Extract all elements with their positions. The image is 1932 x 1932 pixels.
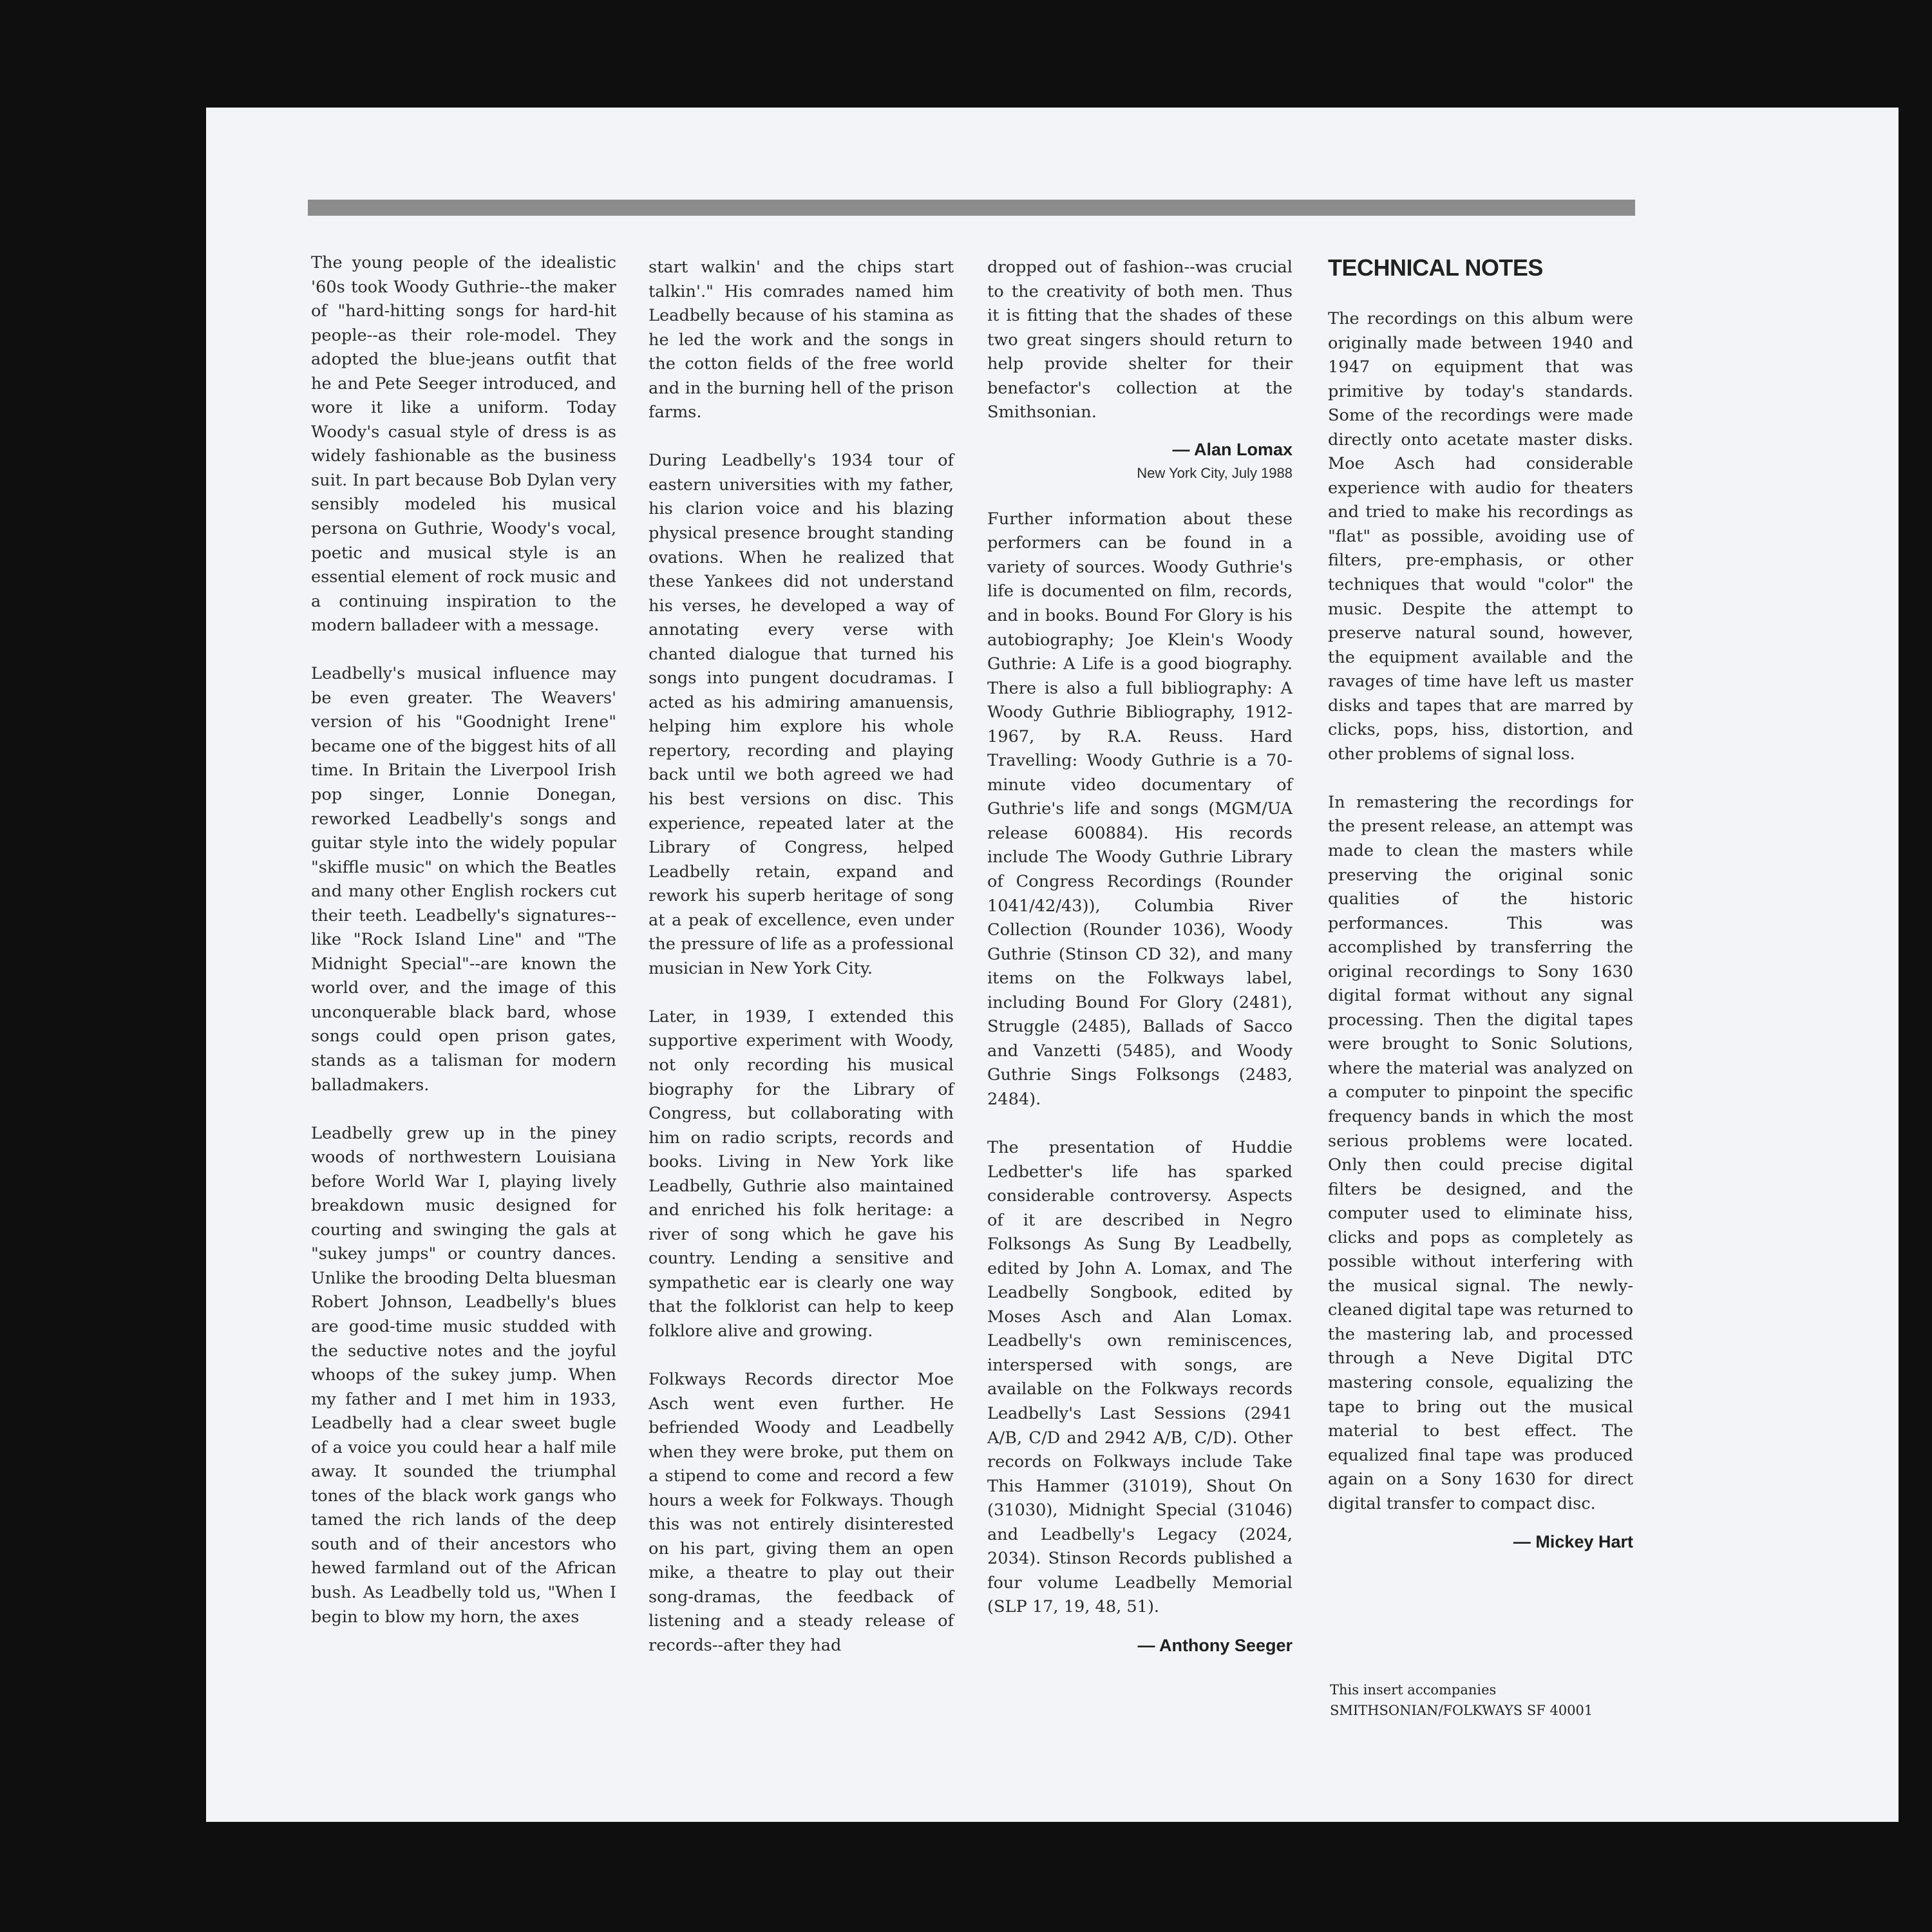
header-rule (308, 200, 1635, 216)
column-4 (1328, 307, 1633, 1555)
insert-page (206, 108, 1899, 1822)
column-1 (311, 251, 616, 1629)
paragraph-remastering: In remastering the recordings for the present release, an attempt was made to clean the masters while preserving the original sonic qualities of the historic performances. This was accomplished by transferring the original recordings to Sony 1630 digital format without any signal processing. Then the digital tapes were brought to Sonic Solutions, where the material was analyzed on a computer to pinpoint the specific frequency bands in which the most serious problems were located. Only then could precise digital filters be designed, and the computer used to eliminate hiss, clicks and pops as completely as possible without interfering with the musical signal. The newly-cleaned digital tape was returned to the mastering lab, and processed through a Neve Digital DTC mastering console, equalizing the tape to bring out the musical material to best effect. The equalized final tape was produced again on a Sony 1630 for direct digital transfer to compact disc. (1328, 792, 1633, 1513)
signature-mickey-hart: — Mickey Hart (1513, 1532, 1633, 1552)
paragraph-fashion: dropped out of fashion--was crucial to the creativity of both men. Thus it is fitting that the shades of these two great singers should return to help provide shelter for their benefactor's collection at the Smithsonian. (987, 258, 1293, 422)
paragraph-60s-guthrie: The young people of the idealistic '60s took Woody Guthrie--the maker of "hard-hitting songs for hard-hit people--as their role-model. They adopted the blue-jeans outfit that he and Pete Seeger introduced, and wore it like a uniform. Today Woody's casual style of dress is as widely fashionable as the business suit. In part because Bob Dylan very sensibly modeled his musical persona on Guthrie, Woody's vocal, poetic and musical style is an essential element of rock music and a continuing inspiration to the modern balladeer with a message. (311, 253, 616, 636)
paragraph-leadbelly-influence: Leadbelly's musical influence may be even greater. The Weavers' version of his "Goodnight Irene" became one of the biggest hits of all time. In Britain the Liverpool Irish pop singer, Lonnie Donegan, reworked Leadbelly's songs and guitar style into the widely popular "skiffle music" on which the Beatles and many other English rockers cut their teeth. Leadbelly's signatures--like "Rock Island Line" and "The Midnight Special"--are known the world over, and the image of this unconquerable black bard, whose songs could open prison gates, stands as a talisman for modern balladmakers. (311, 664, 616, 1095)
technical-notes-heading: TECHNICAL NOTES (1328, 254, 1543, 281)
paragraph-moe-asch: Folkways Records director Moe Asch went even further. He befriended Woody and Leadbelly when they were broke, put them on a stipend to come and record a few hours a week for Folkways. Though this was not entirely disinterested on his part, giving them an open mike, a theatre to play out their song-dramas, the feedback of listening and a steady release of records--after they had (649, 1370, 954, 1656)
column-3 (987, 256, 1293, 1658)
insert-footer (1330, 1680, 1593, 1721)
paragraph-leadbelly-name: start walkin' and the chips start talkin'." His comrades named him Leadbelly because of his stamina as he led the work and the songs in the cotton fields of the free world and in the burning hell of the prison farms. (649, 258, 954, 422)
paragraph-further-information: Further information about these performers can be found in a variety of sources. Woody Guthrie's life is documented on film, records, and in books. Bound For Glory is his autobiography; Joe Klein's Woody Guthrie: A Life is a good biography. There is also a full bibliography: A Woody Guthrie Bibliography, 1912-1967, by R.A. Reuss. Hard Travelling: Woody Guthrie is a 70-minute video documentary of Guthrie's life and songs (MGM/UA release 600884). His records include The Woody Guthrie Library of Congress Recordings (Rounder 1041/42/43)), Columbia River Collection (Rounder 1036), Woody Guthrie (Stinson CD 32), and many items on the Folkways label, including Bound For Glory (2481), Struggle (2485), Ballads of Sacco and Vanzetti (5485), and Woody Guthrie Sings Folksongs (2483, 2484). (987, 509, 1293, 1109)
paragraph-1939-woody: Later, in 1939, I extended this supportive experiment with Woody, not only recording his musical biography for the Library of Congress, but collaborating with him on radio scripts, records and books. Living in New York like Leadbelly, Guthrie also maintained and enriched his folk heritage: a river of song which he gave his country. Lending a sensitive and sympathetic ear is clearly one way that the folklorist can help to keep folklore alive and growing. (649, 1007, 954, 1341)
footer-line-accompanies: This insert accompanies (1330, 1682, 1497, 1698)
column-2 (649, 256, 954, 1658)
signature-location-date: New York City, July 1988 (1137, 464, 1293, 481)
footer-catalog-number: SMITHSONIAN/FOLKWAYS SF 40001 (1330, 1703, 1593, 1718)
signature-alan-lomax: — Alan Lomax (1172, 439, 1293, 459)
paragraph-leadbelly-youth: Leadbelly grew up in the piney woods of northwestern Louisiana before World War I, playing lively breakdown music designed for courting and swinging the gals at "sukey jumps" or country dances. Unlike the brooding Delta bluesman Robert Johnson, Leadbelly's blues are good-time music studded with the seductive notes and the joyful whoops of the sukey jump. When my father and I met him in 1933, Leadbelly had a clear sweet bugle of a voice you could hear a half mile away. It sounded the triumphal tones of the black work gangs who tamed the rich lands of the deep south and of their ancestors who hewed farmland out of the African bush. As Leadbelly told us, "When I begin to blow my horn, the axes (311, 1123, 616, 1627)
signature-anthony-seeger: — Anthony Seeger (1137, 1635, 1293, 1655)
paragraph-original-recordings: The recordings on this album were originally made between 1940 and 1947 on equipment that was primitive by today's standards. Some of the recordings were made directly onto acetate master disks. Moe Asch had considerable experience with audio for theaters and tried to make his recordings as "flat" as possible, avoiding use of filters, pre-emphasis, or other techniques that would "color" the music. Despite the attempt to preserve natural sound, however, the equipment available and the ravages of time have left us master disks and tapes that are marred by clicks, pops, hiss, distortion, and other problems of signal loss. (1328, 309, 1633, 764)
paragraph-1934-tour: During Leadbelly's 1934 tour of eastern universities with my father, his clarion voice and his blazing physical presence brought standing ovations. When he realized that these Yankees did not understand his verses, he developed a way of annotating every verse with chanted dialogue that turned his songs into pungent docudramas. I acted as his admiring amanuensis, helping him explore his whole repertory, recording and playing back until we both agreed we had his best versions on disc. This experience, repeated later at the Library of Congress, helped Leadbelly retain, expand and rework his superb heritage of song at a peak of excellence, even under the pressure of life as a professional musician in New York City. (649, 451, 954, 978)
paragraph-huddie-ledbetter: The presentation of Huddie Ledbetter's life has sparked considerable controversy. Aspects of it are described in Negro Folksongs As Sung By Leadbelly, edited by John A. Lomax, and The Leadbelly Songbook, edited by Moses Asch and Alan Lomax. Leadbelly's own reminiscences, interspersed with songs, are available on the Folkways records Leadbelly's Last Sessions (2941 A/B, C/D and 2942 A/B, C/D). Other records on Folkways include Take This Hammer (31019), Shout On (31030), Midnight Special (31046) and Leadbelly's Legacy (2024, 2034). Stinson Records published a four volume Leadbelly Memorial (SLP 17, 19, 48, 51). (987, 1138, 1293, 1617)
